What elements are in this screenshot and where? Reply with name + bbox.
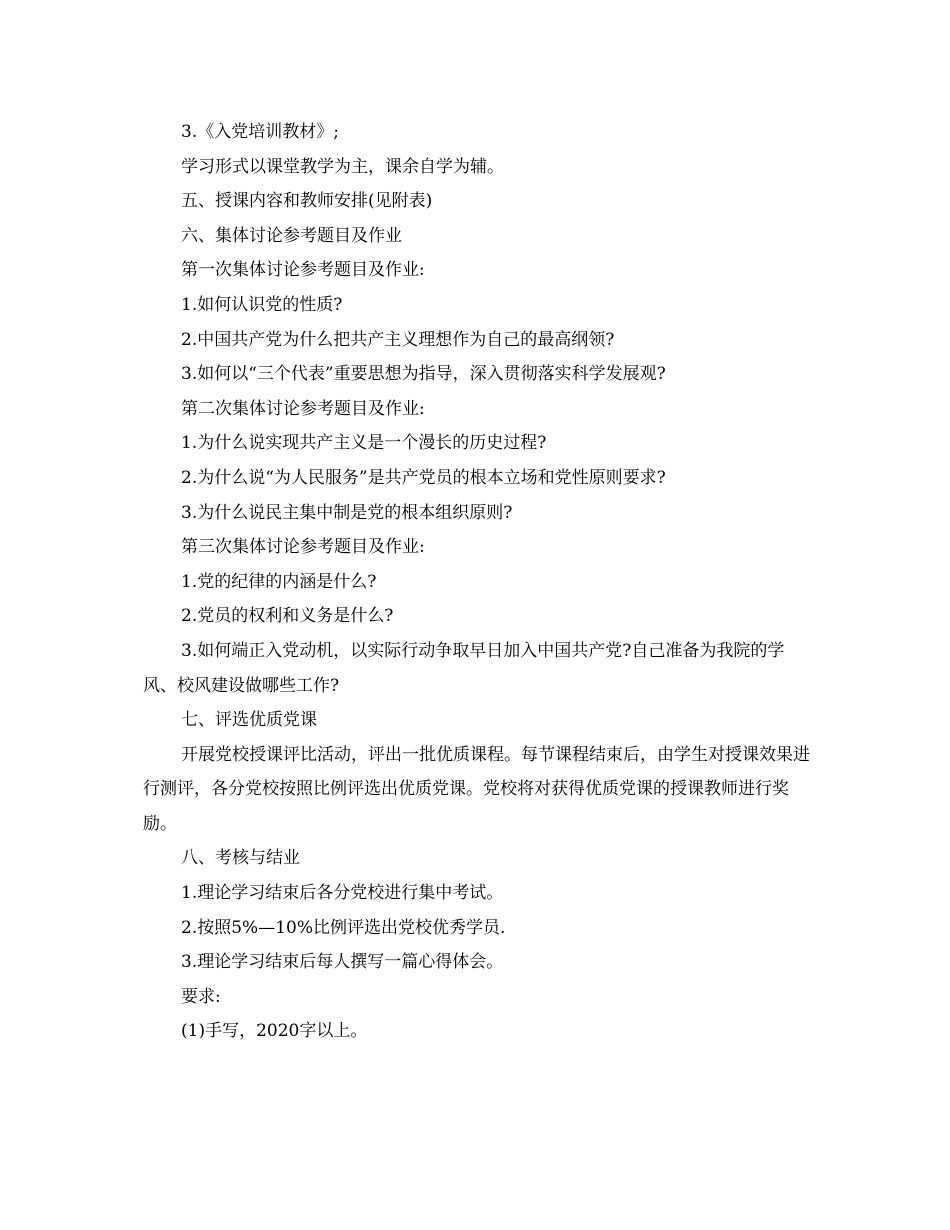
subheading: 要求: [181,986,221,1007]
section-heading: 八、考核与结业 [181,848,300,869]
list-item: 3.理论学习结束后每人撰写一篇心得体会。 [181,952,504,973]
list-item: 1.理论学习结束后各分党校进行集中考试。 [181,883,504,904]
list-item: (1)手写，2020字以上。 [181,1021,368,1042]
paragraph: 开展党校授课评比活动，评出一批优质课程。每节课程结束后，由学生对授课效果进行测评，各分党校按照比例评选出优质党课。党校将对获得优质党课的授课教师进行奖励。 [143,744,810,834]
list-item: 2.中国共产党为什么把共产主义理想作为自己的最高纲领? [181,329,615,350]
list-item: 3.如何端正入党动机，以实际行动争取早日加入中国共产党?自己准备为我院的学风、校风建设做哪些工作? [143,640,785,696]
list-item: 1.如何认识党的性质? [181,294,343,315]
list-item: 2.按照5%—10%比例评选出党校优秀学员. [181,917,506,938]
list-item: 2.为什么说“为人民服务”是共产党员的根本立场和党性原则要求? [181,467,666,488]
paragraph: 学习形式以课堂教学为主，课余自学为辅。 [181,156,504,177]
subheading: 第三次集体讨论参考题目及作业: [181,537,425,558]
list-item: 1.党的纪律的内涵是什么? [181,571,377,592]
list-item: 3.为什么说民主集中制是党的根本组织原则? [181,502,513,523]
section-heading: 六、集体讨论参考题目及作业 [181,225,402,246]
subheading: 第一次集体讨论参考题目及作业: [181,260,425,281]
list-item: 2.党员的权利和义务是什么? [181,606,394,627]
subheading: 第二次集体讨论参考题目及作业: [181,398,425,419]
paragraph: 3.《入党培训教材》; [181,122,339,142]
document-body [143,115,813,1049]
section-heading: 七、评选优质党课 [181,710,317,731]
list-item: 3.如何以“三个代表”重要思想为指导，深入贯彻落实科学发展观? [181,364,666,385]
section-heading: 五、授课内容和教师安排(见附表) [181,191,433,212]
list-item: 1.为什么说实现共产主义是一个漫长的历史过程? [181,433,547,454]
